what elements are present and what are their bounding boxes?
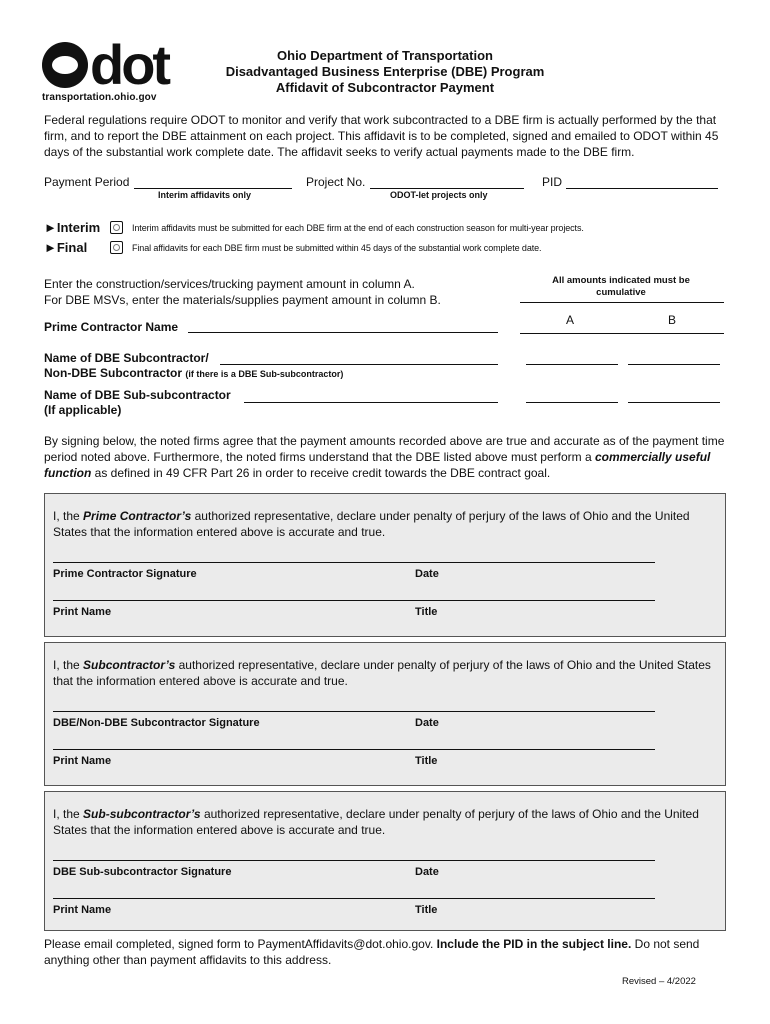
interim-note: Interim affidavits must be submitted for each DBE firm at the end of each construction season for multi-year projects. [132, 223, 584, 233]
sub-subcontractor-declarant: Sub-subcontractor’s [83, 807, 201, 821]
pid-field[interactable] [566, 174, 718, 189]
sub-subcontractor-amount-a[interactable] [526, 388, 618, 403]
sub-subcontractor-label [44, 388, 231, 418]
sub-subcontractor-signature-line[interactable] [53, 860, 655, 861]
amount-instruction-b: For DBE MSVs, enter the materials/supplies payment amount in column B. [44, 293, 441, 307]
prime-declarant: Prime Contractor’s [83, 509, 192, 523]
project-no-label: Project No. [306, 175, 366, 189]
final-note: Final affidavits for each DBE firm must be submitted within 45 days of the substantial work complete date. [132, 243, 542, 253]
subcontractor-amount-b[interactable] [628, 350, 720, 365]
amount-instruction-a: Enter the construction/services/trucking payment amount in column A. [44, 277, 415, 291]
email-instructions-bold: Include the PID in the subject line. [436, 937, 632, 951]
pid-label: PID [542, 175, 563, 189]
sub-subcontractor-field[interactable] [244, 388, 498, 403]
title-line-1: Ohio Department of Transportation [277, 48, 493, 63]
sub-subcontractor-signature-label: DBE Sub-subcontractor Signature [53, 866, 232, 878]
revised-date: Revised – 4/2022 [622, 976, 696, 987]
sub-subcontractor-label-line-2: (If applicable) [44, 403, 122, 417]
logo-word: dot [90, 33, 169, 96]
sub-subcontractor-amount-b[interactable] [628, 388, 720, 403]
column-header-rule [520, 302, 724, 303]
prime-print-name-label: Print Name [53, 606, 112, 618]
email-instructions-part-1: Please email completed, signed form to PaymentAffidavits@dot.ohio.gov. [44, 937, 437, 951]
subcontractor-field[interactable] [220, 350, 498, 365]
agreement-paragraph [44, 433, 734, 481]
sub-subcontractor-certification-box [44, 791, 726, 931]
subcontractor-signature-label: DBE/Non-DBE Subcontractor Signature [53, 717, 260, 729]
column-b-header: B [668, 313, 677, 327]
prime-signature-label: Prime Contractor Signature [53, 568, 197, 580]
form-title [180, 48, 590, 96]
agreement-part-2: as defined in 49 CFR Part 26 in order to receive credit towards the DBE contract goal. [91, 466, 551, 480]
project-no-field[interactable] [370, 174, 524, 189]
subcontractor-print-name-line[interactable] [53, 749, 655, 750]
sub-subcontractor-date-label: Date [415, 866, 439, 878]
title-line-2: Disadvantaged Business Enterprise (DBE) Program [225, 64, 545, 79]
logo-url: transportation.ohio.gov [42, 92, 157, 103]
column-a-header: A [566, 313, 575, 327]
sub-subcontractor-label-line-1: Name of DBE Sub-subcontractor [44, 388, 231, 402]
subcontractor-declaration: I, the Subcontractor’s authorized representative, declare under penalty of perjury of the laws of Ohio and the United States that the information entered above is accurate and true. [53, 658, 711, 688]
final-label: ►Final [44, 240, 88, 255]
cumulative-note: All amounts indicated must be cumulative [552, 275, 690, 298]
agreement-part-1: By signing below, the noted firms agree that the payment amounts recorded above are true and accurate as of the payment time period noted above. Furthermore, the noted firms understand that the DBE listed above must perform a [44, 434, 725, 464]
email-instructions-part-2: Do not send anything other than payment affidavits to this address. [44, 937, 700, 967]
payment-period-field[interactable] [134, 174, 292, 189]
prime-title-label: Title [415, 606, 438, 618]
sub-subcontractor-print-name-label: Print Name [53, 904, 112, 916]
payment-period-label: Payment Period [44, 175, 130, 189]
subcontractor-date-label: Date [415, 717, 439, 729]
amount-instructions [44, 276, 514, 308]
subcontractor-print-name-label: Print Name [53, 755, 112, 767]
subcontractor-note: (if there is a DBE Sub-subcontractor) [185, 369, 344, 379]
column-header-rule-bottom [520, 333, 724, 334]
project-no-note: ODOT-let projects only [390, 190, 488, 200]
subcontractor-label-line-1: Name of DBE Subcontractor/ [44, 351, 209, 365]
prime-certification-box [44, 493, 726, 637]
prime-signature-line[interactable] [53, 562, 655, 563]
title-line-3: Affidavit of Subcontractor Payment [275, 80, 495, 95]
prime-contractor-field[interactable] [188, 318, 498, 333]
interim-checkbox[interactable] [110, 221, 123, 234]
subcontractor-signature-line[interactable] [53, 711, 655, 712]
logo-mark-icon [42, 42, 88, 88]
subcontractor-declarant: Subcontractor’s [83, 658, 176, 672]
subcontractor-label-line-2: Non-DBE Subcontractor [44, 366, 182, 380]
sub-subcontractor-title-label: Title [415, 904, 438, 916]
intro-paragraph: Federal regulations require ODOT to monitor and verify that work subcontracted to a DBE firm is actually performed by the that firm, and to report the DBE attainment on each project. This affidavit is to be completed, signed and emailed to ODOT within 45 days of the substantial work complete date. The affidavit seeks to verify actual payments made to the DBE firm. [44, 113, 719, 159]
subcontractor-certification-box [44, 642, 726, 786]
prime-declaration: I, the Prime Contractor’s authorized representative, declare under penalty of perjury of the laws of Ohio and the United States that the information entered above is accurate and true. [53, 509, 690, 539]
email-instructions [44, 936, 724, 968]
sub-subcontractor-print-name-line[interactable] [53, 898, 655, 899]
subcontractor-amount-a[interactable] [526, 350, 618, 365]
subcontractor-title-label: Title [415, 755, 438, 767]
agreement-emphasis: commercially useful function [44, 450, 711, 480]
prime-contractor-label: Prime Contractor Name [44, 320, 179, 334]
interim-label: ►Interim [44, 220, 101, 235]
final-checkbox[interactable] [110, 241, 123, 254]
sub-subcontractor-declaration: I, the Sub-subcontractor’s authorized representative, declare under penalty of perjury of the laws of Ohio and the United States that the information entered above is accurate and true. [53, 807, 699, 837]
prime-date-label: Date [415, 568, 439, 580]
prime-print-name-line[interactable] [53, 600, 655, 601]
payment-period-note: Interim affidavits only [158, 190, 252, 200]
odot-logo [42, 33, 172, 103]
